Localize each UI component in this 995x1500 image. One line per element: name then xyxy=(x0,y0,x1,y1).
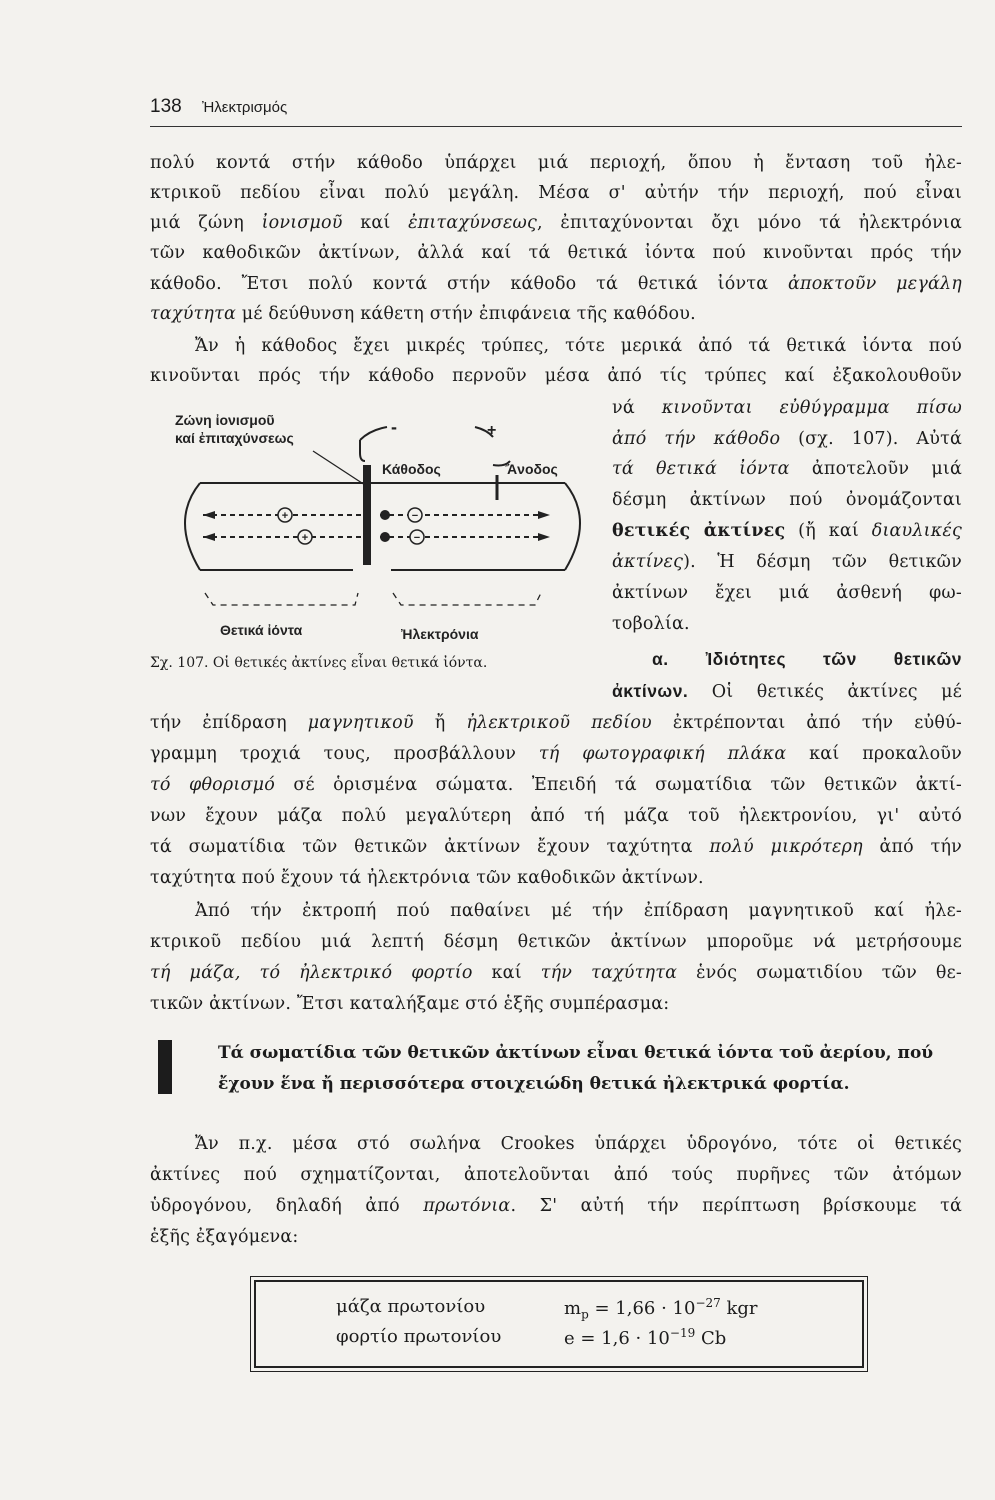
conclusion-line: Τά σωματίδια τῶν θετικῶν ἀκτίνων εἶναι θετικά ἰόντα τοῦ ἀερίου, πού xyxy=(218,1043,934,1063)
minus-sign: - xyxy=(391,417,397,437)
page-header xyxy=(150,96,962,127)
cathode-lead xyxy=(360,427,387,440)
text-line: κάθοδο. Ἔτσι πολύ κοντά στήν κάθοδο τά θετικά ἰόντα ἀποκτοῦν μεγάλη xyxy=(150,274,962,294)
text-line: κινοῦνται πρός τήν κάθοδο περνοῦν μέσα ἀπό τίς τρύπες καί ἐξακολουθοῦν xyxy=(150,366,962,386)
text-line: τοβολία. xyxy=(612,614,690,634)
text-line: ταχύτητα μέ δεύθυνση κάθετη στήν ἐπιφάνεια τῆς καθόδου. xyxy=(150,304,696,324)
text-line: νά κινοῦνται εὐθύγραμμα πίσω xyxy=(612,398,962,418)
ion-marker: + xyxy=(281,510,289,522)
text-line: τό φθορισμό σέ ὁρισμένα σώματα. Ἐπειδή τά σωματίδια τῶν θετικῶν ἀκτί- xyxy=(150,775,962,795)
emphasis-bar xyxy=(158,1040,172,1094)
electron-marker: − xyxy=(411,510,419,522)
text-line: ἑξῆς ἐξαγόμενα: xyxy=(150,1227,299,1247)
tube-left-end xyxy=(185,483,200,570)
zone-label: καί ἐπιταχύνσεως xyxy=(175,430,294,446)
text-line: τή μάζα, τό ἠλεκτρικό φορτίο καί τήν ταχύτητα ἑνός σωματιδίου τῶν θε- xyxy=(150,963,962,983)
text-line: ἀκτίνων ἔχει μιά ἀσθενή φω- xyxy=(612,583,962,603)
text-line: πολύ κοντά στήν κάθοδο ὑπάρχει μιά περιοχή, ὅπου ἡ ἔνταση τοῦ ἠλε- xyxy=(150,153,962,173)
proton-data-box xyxy=(254,1280,864,1368)
ion-marker: + xyxy=(301,532,309,544)
text-line: ὑδρογόνου, δηλαδή ἀπό πρωτόνια. Σ' αὐτή τήν περίπτωση βρίσκουμε τά xyxy=(150,1196,962,1216)
page-number: 138 xyxy=(150,96,182,117)
text-line: γραμμη τροχιά τους, προσβάλλουν τή φωτογραφική πλάκα καί προκαλοῦν xyxy=(150,744,962,764)
anode-label: Ἄνοδος xyxy=(505,461,558,477)
running-title: Ἠλεκτρισμός xyxy=(202,99,288,116)
tube-right-end xyxy=(565,483,580,570)
text-line: τήν ἐπίδραση μαγνητικοῦ ἤ ἠλεκτρικοῦ πεδίου ἐκτρέπονται ἀπό τήν εὐθύ- xyxy=(150,713,963,733)
text-line: Ἀπό τήν ἐκτροπή πού παθαίνει μέ τήν ἐπίδραση μαγνητικοῦ καί ἠλε- xyxy=(195,901,962,921)
electron-marker: − xyxy=(413,532,421,544)
text-line: ἀκτίνες). Ἡ δέσμη τῶν θετικῶν xyxy=(612,552,962,572)
text-line: ἀκτίνες πού σχηματίζονται, ἀποτελοῦνται ἀπό τούς πυρῆνες τῶν ἀτόμων xyxy=(150,1165,962,1185)
cathode-label: Κάθοδος xyxy=(382,461,441,477)
text-line: τά θετικά ἰόντα ἀποτελοῦν μιά xyxy=(612,459,962,479)
text-line: κτρικοῦ πεδίου εἶναι πολύ μεγάλη. Μέσα σ' αὐτήν τήν περιοχή, πού εἶναι xyxy=(150,183,962,203)
text-line: Ἄν ἡ κάθοδος ἔχει μικρές τρύπες, τότε μερικά ἀπό τά θετικά ἰόντα πού xyxy=(195,336,962,356)
text-line: κτρικοῦ πεδίου μιά λεπτή δέσμη θετικῶν ἀκτίνων μποροῦμε νά μετρήσουμε xyxy=(150,932,962,952)
text-line: μιά ζώνη ἰονισμοῦ καί ἐπιταχύνσεως, ἐπιταχύνονται ὄχι μόνο τά ἠλεκτρόνια xyxy=(150,213,962,233)
electrons-label: Ἠλεκτρόνια xyxy=(401,626,479,642)
text-line: τά σωματίδια τῶν θετικῶν ἀκτίνων ἔχουν ταχύτητα πολύ μικρότερη ἀπό τήν xyxy=(150,837,963,857)
text-line: δέσμη ἀκτίνων πού ὀνομάζονται xyxy=(612,490,962,510)
cathode-plate xyxy=(363,465,371,565)
tube-diagram xyxy=(165,405,600,645)
plus-sign: + xyxy=(487,422,497,439)
text-line: Ἄν π.χ. μέσα στό σωλήνα Crookes ὑπάρχει ὑδρογόνο, τότε οἱ θετικές xyxy=(195,1134,962,1154)
zone-label: Ζώνη ἰονισμοῦ xyxy=(175,412,275,428)
text-line: ἀκτίνων. Οἱ θετικές ἀκτίνες μέ xyxy=(612,681,962,702)
text-line: τικῶν ἀκτίνων. Ἔτσι καταλήξαμε στό ἑξῆς συμπέρασμα: xyxy=(150,994,670,1014)
text-line: τῶν καθοδικῶν ἀκτίνων, ἀλλά καί τά θετικά ἰόντα πού κινοῦνται πρός τήν xyxy=(150,243,962,263)
conclusion-line: ἔχουν ἕνα ἤ περισσότερα στοιχειώδη θετικά ἠλεκτρικά φορτία. xyxy=(218,1074,850,1094)
text-line: νων ἔχουν μάζα πολύ μεγαλύτερη ἀπό τή μάζα τοῦ ἠλεκτρονίου, γι' αὐτό xyxy=(150,806,962,826)
data-row-mass: μάζα πρωτονίου $m_p = 1,66 \cdot 10^{-27}$ kgr xyxy=(336,1296,758,1322)
text-line: θετικές ἀκτίνες (ἤ καί διαυλικές xyxy=(612,521,963,541)
text-line: ταχύτητα πού ἔχουν τά ἠλεκτρόνια τῶν καθοδικῶν ἀκτίνων. xyxy=(150,868,704,888)
positive-ions-label: Θετικά ἰόντα xyxy=(220,622,303,638)
figure-caption: Σχ. 107. Οἱ θετικές ἀκτίνες εἶναι θετικά ἰόντα. xyxy=(150,655,488,671)
section-heading: α. Ἰδιότητες τῶν θετικῶν xyxy=(652,649,962,669)
text-line: ἀπό τήν κάθοδο (σχ. 107). Αὐτά xyxy=(612,429,962,449)
data-row-charge: φορτίο πρωτονίου $e = 1,6 \cdot 10^{-19}$ Cb xyxy=(336,1326,727,1349)
figure-positive-rays xyxy=(165,405,600,645)
